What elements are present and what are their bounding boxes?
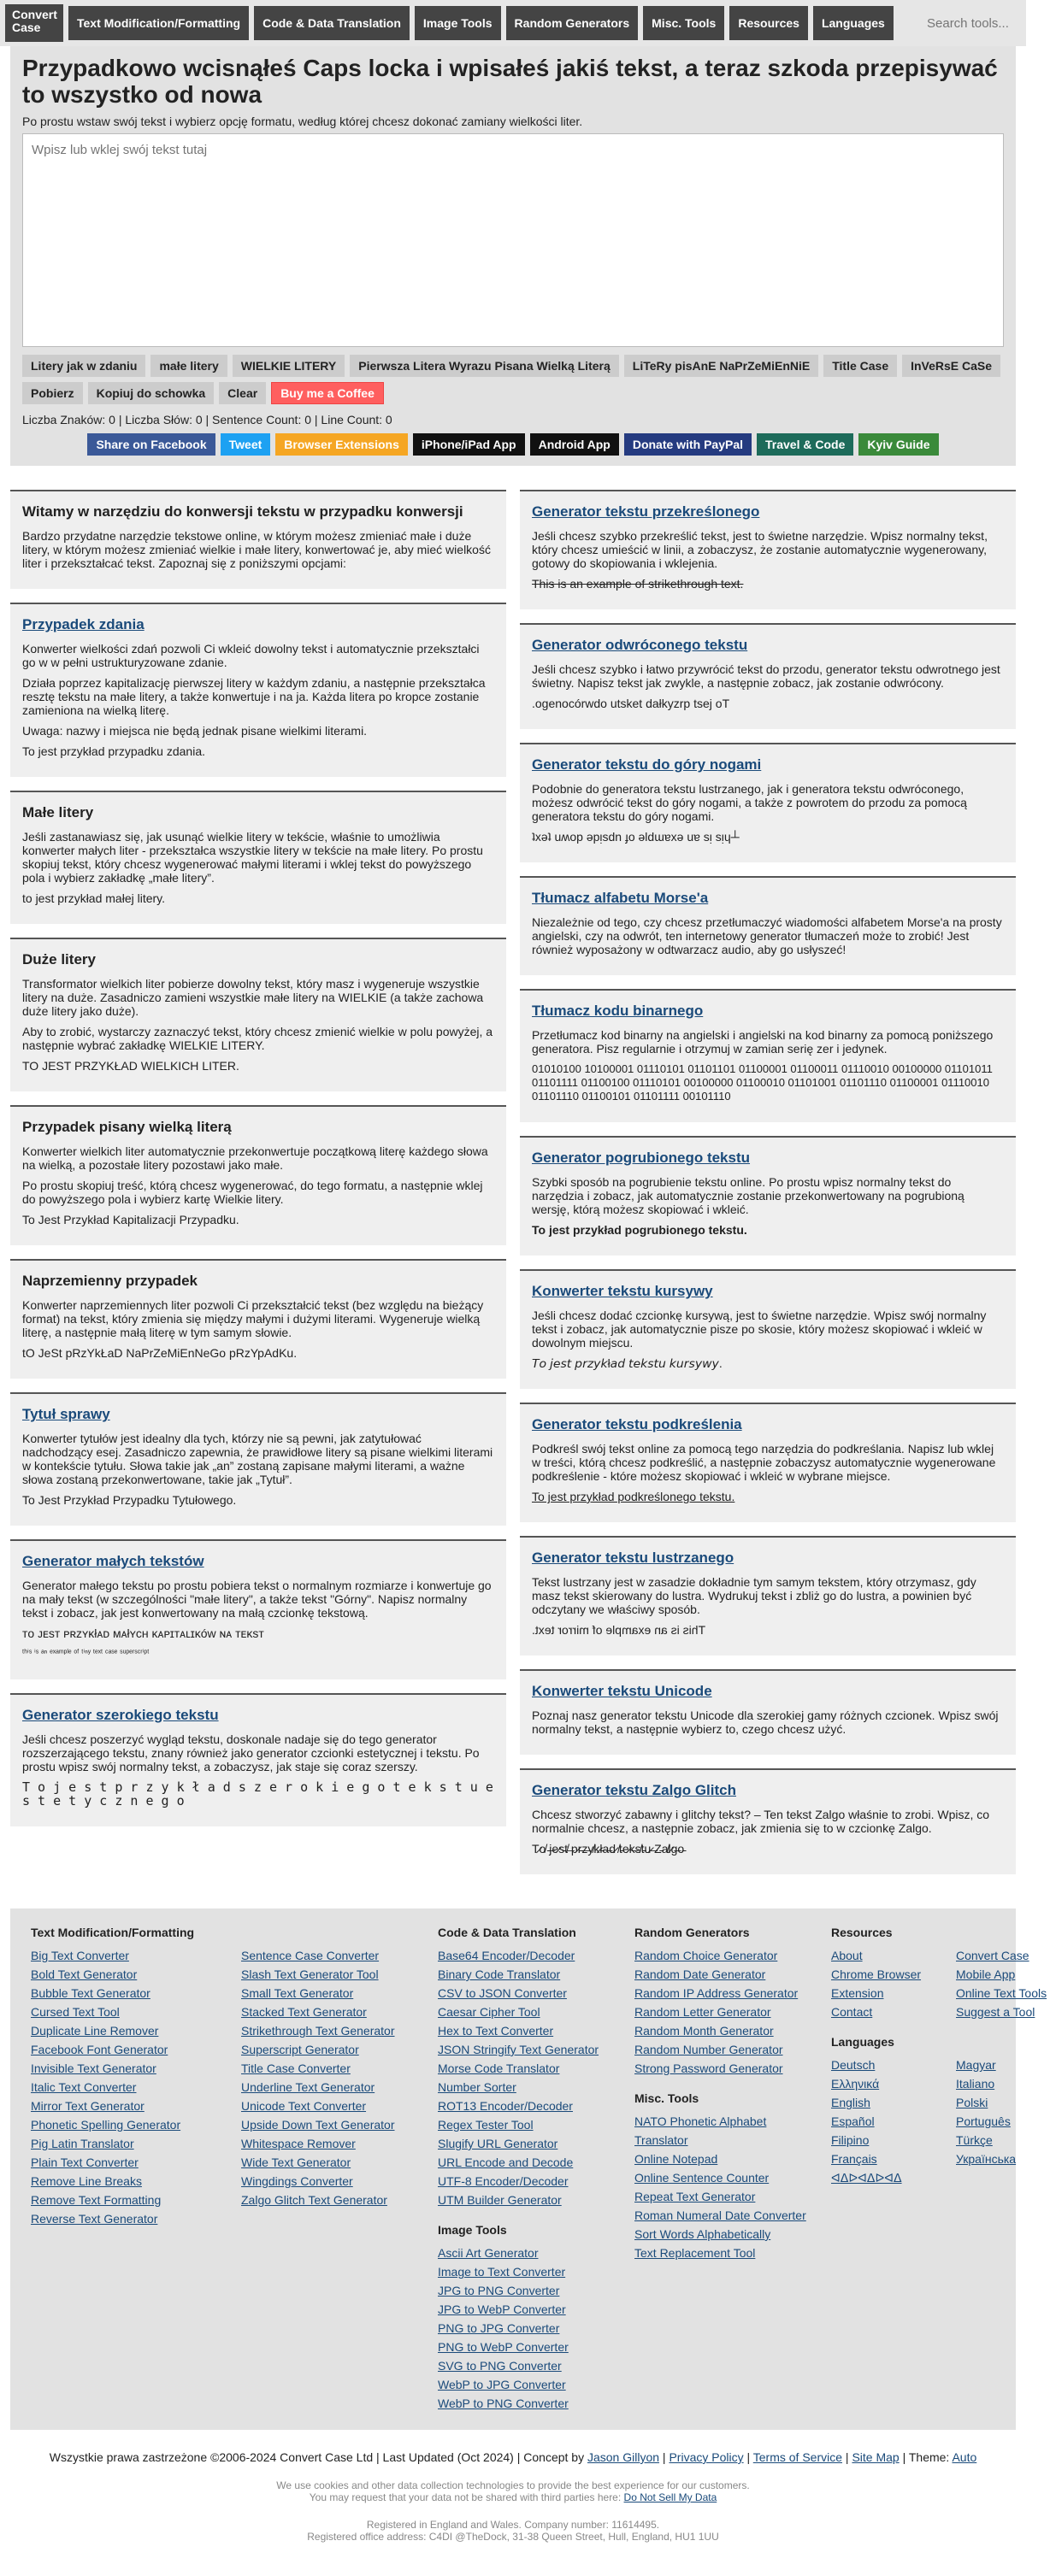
theme-label: Theme: <box>908 2450 950 2464</box>
footer-link[interactable]: Convert Case Mobile App <box>956 1949 1029 1981</box>
card-text: Transformator wielkich liter pobierze dowolny tekst, który masz i wygeneruje wszystkie litery na duże. Zasadniczo zamieni wszystkie małe litery na WIELKIE (a także zachowa duże litery jako duże). <box>22 977 484 1018</box>
footer-heading: Misc. Tools <box>634 2091 699 2105</box>
footer-link[interactable]: Number Sorter <box>438 2080 516 2094</box>
card-title: Małe litery <box>22 804 94 820</box>
footer-link[interactable]: Upside Down Text Generator <box>241 2118 395 2132</box>
share-button[interactable]: Kyiv Guide <box>858 433 938 456</box>
footer-link[interactable]: Online Text Tools <box>956 1986 1047 2000</box>
footer-link[interactable]: Binary Code Translator <box>438 1967 561 1981</box>
info-card <box>10 1693 506 1826</box>
nav-item[interactable]: Image Tools <box>415 6 501 40</box>
footer-link[interactable]: Random Choice Generator <box>634 1949 778 1962</box>
footer-link[interactable]: WebP to PNG Converter <box>438 2397 569 2410</box>
tool-example: T̷o̸ ̵j̶e̷s̵t̸ ̶p̷r̵z̶y̸k̷ł̵a̶d̷ ̸t̵e̷k̶s̸t̵u̷ ̶Z̵a̸l̷g̶o̵ <box>532 1842 685 1856</box>
language-link[interactable]: Deutsch <box>831 2058 876 2072</box>
footer-link[interactable]: WebP to JPG Converter <box>438 2378 566 2391</box>
buy-coffee-button[interactable]: Buy me a Coffee <box>271 382 384 404</box>
share-button[interactable]: Travel & Code <box>757 433 853 456</box>
footer-link[interactable]: Chrome Browser Extension <box>831 1967 922 2000</box>
do-not-sell-link[interactable]: Do Not Sell My Data <box>623 2491 717 2503</box>
card-title: Duże litery <box>22 951 96 967</box>
footer-heading: Image Tools <box>438 2223 507 2237</box>
footer-link[interactable]: Whitespace Remover <box>241 2137 356 2150</box>
info-card <box>10 1392 506 1526</box>
privacy-link[interactable]: Privacy Policy <box>669 2450 744 2464</box>
tool-text: Podobnie do generatora tekstu lustrzanego, jak i generatora tekstu odwróconego, możesz odwrócić tekst do góry nogami, a także z powrotem do przodu za pomocą generatora tekstu do góry nogami. <box>532 782 967 823</box>
footer-link[interactable]: Bold Text Generator <box>31 1967 138 1981</box>
tool-title[interactable]: Generator tekstu do góry nogami <box>532 756 762 773</box>
theme-toggle[interactable]: Auto <box>952 2450 977 2464</box>
tool-title[interactable]: Generator odwróconego tekstu <box>532 637 748 653</box>
tool-text: Tekst lustrzany jest w zasadzie dokładnie tym samym tekstem, który otrzymasz, gdy masz tekst skierowany do lustra. Wydrukuj tekst i zbliż go do lustra, a powinien być odczytany we właściwy sposób. <box>532 1575 976 1616</box>
tool-example: .ogenocórwdo utsket dałkyzrp tsej oT <box>532 697 730 710</box>
footer-heading: Resources <box>831 1926 893 1939</box>
card-text: Generator małego tekstu po prostu pobiera tekst o normalnym rozmiarze i konwertuje go na mały tekst (w szczególności "małe litery", a także tekst "Górny". Napisz normalny tekst i zobacz, jak jest konwertowany na małą czcionkę tekstową. <box>22 1579 492 1620</box>
footer-link[interactable]: NATO Phonetic Alphabet Translator <box>634 2114 767 2147</box>
language-link[interactable]: ᐊᐃᐅᐊᐃᐅᐊᐃ <box>831 2171 902 2185</box>
registration: Registered in England and Wales. Company number: 11614495. <box>366 2519 660 2531</box>
card-text: Konwerter wielkości zdań pozwoli Ci wkleić dowolny tekst i automatycznie przekształci go w w pełni ustrukturyzowane zdanie. <box>22 642 480 669</box>
nav-item[interactable]: Text Modification/Formatting <box>68 6 249 40</box>
info-card <box>10 1105 506 1245</box>
share-button[interactable]: iPhone/iPad App <box>413 433 525 456</box>
footer-link[interactable]: Mirror Text Generator <box>31 2099 145 2113</box>
footer-link[interactable]: Title Case Converter <box>241 2061 351 2075</box>
footer-link[interactable]: Remove Text Formatting <box>31 2193 162 2207</box>
tool-title[interactable]: Tłumacz kodu binarnego <box>532 1003 704 1019</box>
sitemap-link[interactable]: Site Map <box>852 2450 900 2464</box>
footer-link[interactable]: Base64 Encoder/Decoder <box>438 1949 575 1962</box>
language-link[interactable]: Magyar <box>956 2058 996 2072</box>
footer-link[interactable]: JSON Stringify Text Generator <box>438 2043 599 2056</box>
footer-link[interactable]: Repeat Text Generator <box>634 2190 756 2203</box>
footer-link[interactable]: Strong Password Generator <box>634 2061 783 2075</box>
tool-example: ʇxǝʇ uʍop ǝpᴉsdn ɟo ǝldɯɐxǝ uɐ sᴉ sᴉɥ┴ <box>532 830 740 844</box>
case-button[interactable]: Kopiuj do schowka <box>88 382 215 404</box>
footer-column <box>438 1926 617 2413</box>
tool-text: Podkreśl swój tekst online za pomocą tego narzędzia do podkreślania. Napisz lub wklej w treści, którą chcesz podkreślić, a następnie zobaczysz automatycznie wygenerowane podkreślenie - które możesz skopiować i wkleić w wybrane miejsce. <box>532 1442 996 1483</box>
case-button[interactable]: Pobierz <box>22 382 83 404</box>
text-input[interactable] <box>22 133 1004 347</box>
info-card <box>10 1539 506 1679</box>
footer-link[interactable]: Bubble Text Generator <box>31 1986 150 2000</box>
footer-link[interactable]: Strikethrough Text Generator <box>241 2024 395 2038</box>
footer-link[interactable]: PNG to JPG Converter <box>438 2321 560 2335</box>
tool-card <box>520 876 1016 975</box>
nav-menu <box>68 6 894 40</box>
author-link[interactable]: Jason Gillyon <box>587 2450 660 2464</box>
tool-title[interactable]: Generator pogrubionego tekstu <box>532 1150 751 1166</box>
tool-title[interactable]: Generator tekstu lustrzanego <box>532 1550 734 1566</box>
footer-link[interactable]: Hex to Text Converter <box>438 2024 554 2038</box>
tool-text: Poznaj nasz generator tekstu Unicode dla szerokiej gamy różnych czcionek. Wpisz swój normalny tekst, a następnie wybierz to, czego chcesz użyć. <box>532 1709 999 1736</box>
footer-link[interactable]: Suggest a Tool <box>956 2005 1035 2019</box>
counts: Liczba Znaków: 0 | Liczba Słów: 0 | Sentence Count: 0 | Line Count: 0 <box>22 413 392 426</box>
footer-link[interactable]: Sentence Case Converter <box>241 1949 380 1962</box>
info-card <box>10 603 506 777</box>
case-button[interactable]: Pierwsza Litera Wyrazu Pisana Wielką Literą <box>350 355 619 377</box>
footer-links <box>10 1908 1047 2430</box>
language-link[interactable]: English <box>831 2096 870 2109</box>
footer-link[interactable]: CSV to JSON Converter <box>438 1986 567 2000</box>
footer-heading: Random Generators <box>634 1926 750 1939</box>
footer-link[interactable]: Wide Text Generator <box>241 2155 351 2169</box>
language-link[interactable]: Türkçe <box>956 2133 993 2147</box>
card-text: Aby to zrobić, wystarczy zaznaczyć tekst, który chcesz zmienić wielkie w polu powyżej, a następnie wybrać zakładkę WIELKIE LITERY. <box>22 1025 493 1052</box>
language-link[interactable]: Italiano <box>956 2077 995 2091</box>
tool-card <box>520 490 1016 609</box>
copyright-text: Wszystkie prawa zastrzeżone ©2006-2024 Convert Case Ltd | Last Updated (Oct 2024) | Concept by <box>49 2450 585 2464</box>
footer-link[interactable]: JPG to WebP Converter <box>438 2303 566 2316</box>
language-link[interactable]: Українська <box>956 2152 1017 2166</box>
tool-card <box>520 1536 1016 1656</box>
footer-link[interactable]: Underline Text Generator <box>241 2080 375 2094</box>
nav-item[interactable]: Random Generators <box>506 6 639 40</box>
share-button[interactable]: Share on Facebook <box>87 433 215 456</box>
footer-link[interactable]: Small Text Generator <box>241 1986 354 2000</box>
tool-title[interactable]: Generator tekstu podkreślenia <box>532 1416 742 1432</box>
footer-link[interactable]: Plain Text Converter <box>31 2155 139 2169</box>
card-title[interactable]: Generator małych tekstów <box>22 1553 204 1569</box>
site-logo[interactable]: Convert Case <box>5 4 63 42</box>
share-button[interactable]: Android App <box>530 433 619 456</box>
footer-link[interactable]: Remove Line Breaks <box>31 2174 142 2188</box>
cookie-notice-2: You may request that your data not be shared with third parties here: <box>309 2491 622 2503</box>
card-text: Uwaga: nazwy i miejsca nie będą jednak pisane wielkimi literami. <box>22 724 368 738</box>
footer-column <box>31 1926 421 2413</box>
share-button[interactable]: Tweet <box>221 433 271 456</box>
footer-link[interactable]: ROT13 Encoder/Decoder <box>438 2099 573 2113</box>
footer-link[interactable]: Duplicate Line Remover <box>31 2024 159 2038</box>
card-example: To jest przykład przypadku zdania. <box>22 744 205 758</box>
footer-link[interactable]: Invisible Text Generator <box>31 2061 156 2075</box>
language-link[interactable]: Português <box>956 2114 1011 2128</box>
footer-link[interactable]: Online Sentence Counter <box>634 2171 770 2185</box>
footer-link[interactable]: Pig Latin Translator <box>31 2137 134 2150</box>
footer-link[interactable]: Morse Code Translator <box>438 2061 560 2075</box>
tool-card <box>520 1136 1016 1256</box>
footer-link[interactable]: Slash Text Generator Tool <box>241 1967 379 1981</box>
nav-item[interactable]: Misc. Tools <box>643 6 724 40</box>
nav-item[interactable]: Code & Data Translation <box>254 6 410 40</box>
footer-link[interactable]: Wingdings Converter <box>241 2174 353 2188</box>
share-bar <box>22 433 1004 456</box>
tool-text: Chcesz stworzyć zabawny i glitchy tekst? – Ten tekst Zalgo właśnie to zrobi. Wpisz, co normalnie chcesz, a następnie zobacz, jak zmienia się to w czcionkę Zalgo. <box>532 1808 990 1835</box>
tool-text: Szybki sposób na pogrubienie tekstu online. Po prostu wpisz normalny tekst do narzędzia i zobacz, jak automatycznie zostanie przekonwertowany na pogrubioną wersję, którą możesz skopiować i wkleić. <box>532 1175 964 1216</box>
footer-link[interactable]: Random Letter Generator <box>634 2005 771 2019</box>
footer-link[interactable]: Superscript Generator <box>241 2043 359 2056</box>
card-text: Konwerter tytułów jest idealny dla tych, którzy nie są pewni, jak zatytułować nadchodzący esej. Zasadniczo zapewnia, że prawidłowe litery są pisane wielkimi literami w kontekście tytułu. Słowa takie jak „an” zostaną zapisane małymi literami, a ważne słowa zostaną przekonwertowane, takie jak „Tytuł”. <box>22 1432 493 1486</box>
footer-link[interactable]: Slugify URL Generator <box>438 2137 558 2150</box>
tool-text: Niezależnie od tego, czy chcesz przetłumaczyć wiadomości alfabetem Morse'a na prosty angielski, czy na odwrót, ten internetowy generator tłumaczeń może to zrobić! Jest również wyposażony w odtwarzacz audio, aby go usłyszeć! <box>532 915 1002 956</box>
tool-card <box>520 743 1016 862</box>
language-link[interactable]: Français <box>831 2152 877 2166</box>
tool-card <box>520 1269 1016 1389</box>
footer-link[interactable]: PNG to WebP Converter <box>438 2340 569 2354</box>
language-link[interactable]: Ελληνικά <box>831 2077 880 2091</box>
card-example-2: ᵗʰⁱˢ ⁱˢ ᵃⁿ ᵉˣᵃᵐᵖˡᵉ ᵒᶠ ᵗⁱⁿʸ ᵗᵉˣᵗ ᶜᵃˢᵉ ˢᵘᵖᵉʳˢᶜʳⁱᵖᵗ <box>22 1649 150 1658</box>
footer-column <box>831 1926 1050 2413</box>
page-title: Przypadkowo wcisnąłeś Caps locka i wpisałeś jakiś tekst, a teraz szkoda przepisywać to wszystko od nowa <box>22 55 998 108</box>
language-link[interactable]: Español <box>831 2114 875 2128</box>
card-example: tO JeSt pRzYkŁaD NaPrZeMiEnNeGo pRzYpAdKu. <box>22 1346 298 1360</box>
tool-example: This is an example of mirror text. <box>532 1623 706 1637</box>
copyright-bar: Wszystkie prawa zastrzeżone ©2006-2024 Convert Case Ltd | Last Updated (Oct 2024) | Concept by Jason Gillyon | Privacy Policy | Terms of Service | Site Map | Theme: Auto <box>49 2450 977 2464</box>
footer-link[interactable]: UTM Builder Generator <box>438 2193 562 2207</box>
footer-link[interactable]: UTF-8 Encoder/Decoder <box>438 2174 569 2188</box>
footer-link[interactable]: Zalgo Glitch Text Generator <box>241 2193 387 2207</box>
footer-link[interactable]: Random IP Address Generator <box>634 1986 799 2000</box>
info-card <box>10 938 506 1091</box>
card-text: Bardzo przydatne narzędzie tekstowe online, w którym możesz zmieniać małe i duże litery, w którym możesz zmieniać wielkie i małe litery, konwertować je, aby mieć wielkość liter i przekształcać tekst. Zapoznaj się z poniższymi opcjami: <box>22 529 491 570</box>
card-example: To Jest Przykład Kapitalizacji Przypadku. <box>22 1213 239 1226</box>
card-text: Konwerter naprzemiennych liter pozwoli Ci przekształcić tekst (bez względu na bieżący format) na tekst, który zmienia się między małymi i dużymi literami. Wygeneruje wielką literę, a następnie małą literę w tym samym słowie. <box>22 1298 484 1339</box>
card-text: Konwerter wielkich liter automatycznie przekonwertuje początkową literę każdego słowa na wielką, a pozostałe litery pozostawi jako małe. <box>22 1144 488 1172</box>
card-title[interactable]: Przypadek zdania <box>22 616 145 632</box>
tool-example: 01010100 10100001 01110101 01101101 01100001 01100011 01110010 00100000 01101011 01101111 01100100 01110101 00100000 01100010 01101001 01101110 01100001 01110010 01101110 01100101 01101111 00101110 <box>532 1062 993 1103</box>
card-title: Naprzemienny przypadek <box>22 1273 198 1289</box>
tool-text: Jeśli chcesz szybko przekreślić tekst, jest to świetne narzędzie. Wpisz normalny tekst, który chcesz umieścić w linii, a zobaczysz, że zostanie automatycznie wygenerowany, gotowy do skopiowania i wklejenia. <box>532 529 988 570</box>
footer-link[interactable]: Sort Words Alphabetically <box>634 2227 771 2241</box>
card-text: Działa poprzez kapitalizację pierwszej litery w każdym zdaniu, a następnie przekształca resztę tekstu na małe litery, a także konwertuje i na ja. Każda litera po kropce zostanie zamieniona na wielką literę. <box>22 676 486 717</box>
card-text: Jeśli zastanawiasz się, jak usunąć wielkie litery w tekście, właśnie to umożliwia konwerter małych liter - przekształca wszystkie litery w tekście na małe litery. Po prostu skopiuj tekst, który chcesz wygenerować małymi literami i wklej tekst do powyższego pola i wybierz zakładkę „małe litery”. <box>22 830 483 885</box>
footer-link[interactable]: Reverse Text Generator <box>31 2212 158 2226</box>
footer-link[interactable]: Online Notepad <box>634 2152 718 2166</box>
footer-link[interactable]: Random Number Generator <box>634 2043 783 2056</box>
card-title: Witamy w narzędziu do konwersji tekstu w przypadku konwersji <box>22 503 463 520</box>
tool-example: This is an example of strikethrough text. <box>532 577 744 591</box>
language-link[interactable]: Polski <box>956 2096 988 2109</box>
footer-link[interactable]: Italic Text Converter <box>31 2080 137 2094</box>
case-button[interactable]: Clear <box>219 382 266 404</box>
card-text: Jeśli chcesz poszerzyć wygląd tekstu, doskonale nadaje się do tego generator rozszerzającego tekstu, znany również jako generator czcionki estetycznej i tekstu. Po prostu wpisz swój normalny tekst, a zobaczysz, jak staje się coraz szerszy. <box>22 1732 480 1773</box>
footer-link[interactable]: Random Date Generator <box>634 1967 766 1981</box>
tool-card <box>520 623 1016 729</box>
case-button[interactable]: WIELKIE LITERY <box>233 355 345 377</box>
footer-link[interactable]: Image to Text Converter <box>438 2265 566 2279</box>
tool-title[interactable]: Konwerter tekstu kursywy <box>532 1283 713 1299</box>
tool-title[interactable]: Tłumacz alfabetu Morse'a <box>532 890 709 906</box>
footer-link[interactable]: Roman Numeral Date Converter <box>634 2208 806 2222</box>
terms-link[interactable]: Terms of Service <box>752 2450 843 2464</box>
info-card <box>10 1259 506 1379</box>
footer-link[interactable]: SVG to PNG Converter <box>438 2359 562 2373</box>
footer-heading: Languages <box>831 2035 894 2049</box>
footer-link[interactable]: JPG to PNG Converter <box>438 2284 560 2297</box>
nav-item[interactable]: Languages <box>813 6 894 40</box>
footer-link[interactable]: Unicode Text Converter <box>241 2099 367 2113</box>
right-column <box>520 490 1016 1888</box>
card-title[interactable]: Tytuł sprawy <box>22 1406 110 1422</box>
case-button[interactable]: LiTeRy pisAnE NaPrZeMiEnNiE <box>624 355 818 377</box>
footer-heading: Text Modification/Formatting <box>31 1926 195 1939</box>
footer-link[interactable]: Regex Tester Tool <box>438 2118 534 2132</box>
left-column <box>10 490 506 1888</box>
card-title: Przypadek pisany wielką literą <box>22 1119 232 1135</box>
card-title[interactable]: Generator szerokiego tekstu <box>22 1707 219 1723</box>
case-button[interactable]: Litery jak w zdaniu <box>22 355 145 377</box>
footer-link[interactable]: About <box>831 1949 863 1962</box>
tool-card <box>520 1403 1016 1522</box>
footer-link[interactable]: Facebook Font Generator <box>31 2043 168 2056</box>
footer-link[interactable]: Stacked Text Generator <box>241 2005 367 2019</box>
info-card <box>10 490 506 589</box>
tool-card <box>520 989 1016 1122</box>
tool-title[interactable]: Konwerter tekstu Unicode <box>532 1683 712 1699</box>
intro-text: Po prostu wstaw swój tekst i wybierz opcję formatu, według której chcesz dokonać zamiany wielkości liter. <box>22 115 583 128</box>
footer-link[interactable]: Contact <box>831 2005 873 2019</box>
registered-address: Registered office address: C4DI @TheDock, 31-38 Queen Street, Hull, England, HU1 1UU <box>307 2531 719 2543</box>
tool-text: Jeśli chcesz szybko i łatwo przywrócić tekst do przodu, generator tekstu odwrotnego jest świetny. Napisz tekst jak zwykle, a następnie zobacz, jak zostanie odwrócony. <box>532 662 1000 690</box>
footer-link[interactable]: Phonetic Spelling Generator <box>31 2118 181 2132</box>
card-text: Po prostu skopiuj treść, którą chcesz wygenerować, do tego formatu, a następnie wklej do powyższego pola i wybierz kartę Wielkie litery. <box>22 1179 483 1206</box>
converter-panel <box>10 46 1016 466</box>
footer-heading: Code & Data Translation <box>438 1926 576 1939</box>
cookie-notice: We use cookies and other data collection technologies to provide the best experience for our customers. <box>276 2479 750 2491</box>
tool-card <box>520 1768 1016 1874</box>
footer-link[interactable]: URL Encode and Decode <box>438 2155 574 2169</box>
footer-link[interactable]: Ascii Art Generator <box>438 2246 539 2260</box>
card-example: ᴛᴏ ᴊᴇsᴛ ᴘʀᴢʏᴋłᴀᴅ ᴍᴀłʏᴄʜ ᴋᴀᴘɪᴛᴀʟɪᴋóᴡ ɴᴀ ᴛᴇᴋsᴛ <box>22 1626 264 1640</box>
footer-link[interactable]: Big Text Converter <box>31 1949 129 1962</box>
card-example: T o j e s t p r z y k ł a d s z e r o k i e g o t e k s t u e s t e t y c z n e g o <box>22 1779 493 1808</box>
case-button[interactable]: InVeRsE CaSe <box>902 355 1000 377</box>
tool-title[interactable]: Generator tekstu Zalgo Glitch <box>532 1782 736 1798</box>
card-example: to jest przykład małej litery. <box>22 891 166 905</box>
case-button[interactable]: Title Case <box>823 355 897 377</box>
share-button[interactable]: Browser Extensions <box>275 433 408 456</box>
top-nav <box>0 0 1026 46</box>
tool-title[interactable]: Generator tekstu przekreślonego <box>532 503 760 520</box>
footer-link[interactable]: Random Month Generator <box>634 2024 774 2038</box>
tool-text: Przetłumacz kod binarny na angielski i angielski na kod binarny za pomocą poniższego generatora. Pisz regularnie i otrzymuj w zamian serię zer i jedynek. <box>532 1028 994 1056</box>
footer-link[interactable]: Cursed Text Tool <box>31 2005 120 2019</box>
tool-text: Jeśli chcesz dodać czcionkę kursywą, jest to świetne narzędzie. Wpisz swój normalny tekst i zobacz, jak automatycznie pisze po skosie, który możesz skopiować i wkleić w dowolnym miejscu. <box>532 1309 987 1350</box>
card-example: To Jest Przykład Przypadku Tytułowego. <box>22 1493 237 1507</box>
card-example: TO JEST PRZYKŁAD WIELKICH LITER. <box>22 1059 239 1073</box>
footer-link[interactable]: Text Replacement Tool <box>634 2246 756 2260</box>
tool-example: To jest przykład podkreślonego tekstu. <box>532 1490 735 1503</box>
case-buttons <box>22 355 1004 404</box>
footer-column <box>634 1926 814 2413</box>
tool-card <box>520 1669 1016 1755</box>
language-link[interactable]: Filipino <box>831 2133 870 2147</box>
footer-link[interactable]: Caesar Cipher Tool <box>438 2005 540 2019</box>
share-button[interactable]: Donate with PayPal <box>624 433 752 456</box>
info-card <box>10 791 506 924</box>
search-input[interactable] <box>927 16 1021 31</box>
case-button[interactable]: małe litery <box>150 355 227 377</box>
tool-example: To jest przykład pogrubionego tekstu. <box>532 1223 747 1237</box>
tool-example: 𝘛𝘰 𝘫𝘦𝘴𝘵 𝘱𝘳𝘻𝘺𝘬ł𝘢𝘥 𝘵𝘦𝘬𝘴𝘵𝘶 𝘬𝘶𝘳𝘴𝘺𝘸𝘺. <box>532 1356 723 1370</box>
nav-item[interactable]: Resources <box>729 6 808 40</box>
